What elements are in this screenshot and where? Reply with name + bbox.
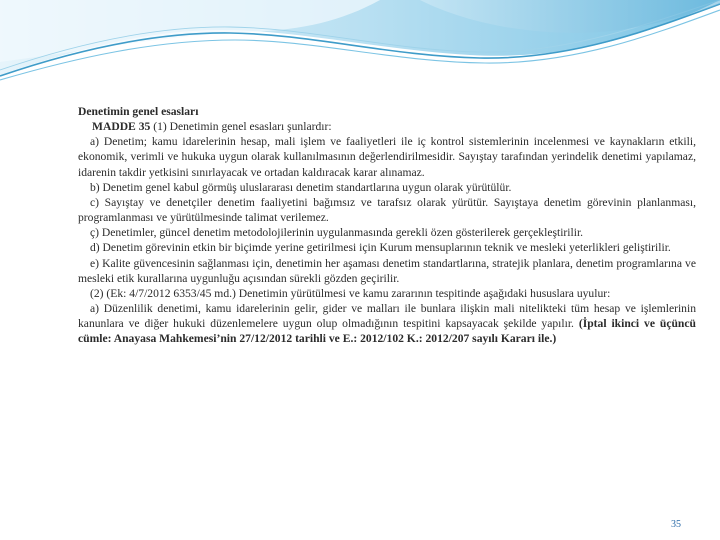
- header-wave-banner: [0, 0, 720, 110]
- annulment-note: (İptal ikinci ve üçüncü cümle: Anayasa Mahkemesi’nin 27/12/2012 tarihli ve E.: 2012/102 K.: 2012/207 sayılı Kararı ile.): [78, 317, 696, 346]
- page-number: 35: [671, 519, 681, 530]
- paragraph-2-clause-a: [78, 301, 696, 346]
- clause-c: c) Sayıştay ve denetçiler denetim faaliyetini bağımsız ve tarafsız olarak yürütür. Sayıştaya denetim görevinin planlanması, programlanması ve yürütülmesinde talimat verilemez.: [78, 195, 696, 225]
- legal-text-image: [18, 100, 700, 430]
- article-intro-text: (1) Denetimin genel esasları şunlardır:: [153, 120, 332, 134]
- paragraph-2-clause-a-text: a) Düzenlilik denetimi, kamu idarelerinin gelir, gider ve malları ile bunlara ilişkin mali nitelikteki tüm hesap ve işlemlerinin kanunlara ve diğer hukuki düzenlemelere uygun olup olmadığının tespitini kapsayacak şekilde yapılır.: [78, 302, 696, 331]
- document-title: Denetimin genel esasları: [78, 105, 199, 118]
- article-intro: [78, 119, 696, 134]
- clause-b: b) Denetim genel kabul görmüş uluslararası denetim standartlarına uygun olarak yürütülür.: [90, 180, 512, 194]
- clause-e: e) Kalite güvencesinin sağlanması için, denetimin her aşaması denetim standartlarına, stratejik planlara, denetim programlarına ve mesleki etik kurallarına uygunluğu açısından sürekli gözden geçirilir.: [78, 256, 696, 285]
- legal-text: [78, 104, 696, 347]
- paragraph-2: (2) (Ek: 4/7/2012 6353/45 md.) Denetimin yürütülmesi ve kamu zararının tespitinde aşağıdaki hususlara uyulur:: [90, 286, 611, 300]
- clause-cc: ç) Denetimler, güncel denetim metodolojilerinin uygulanmasında gerekli özen gösterilerek gerçekleştirilir.: [90, 226, 584, 240]
- clause-a: a) Denetim; kamu idarelerinin hesap, mali işlem ve faaliyetleri ile iç kontrol sistemlerinin incelenmesi ve kaynakların etkili, ekonomik, verimli ve hukuka uygun olarak kullanılmasının değerlendirilmesidir. Sayıştay tarafından yerindelik denetimi yapılamaz, idarenin takdir yetkisini sınırlayacak ve ortadan kaldıracak karar alınamaz.: [78, 135, 696, 179]
- clause-d: d) Denetim görevinin etkin bir biçimde yerine getirilmesi için Kurum mensuplarının teknik ve mesleki yeterlikleri geliştirilir.: [90, 241, 671, 255]
- article-label: MADDE 35: [92, 120, 151, 134]
